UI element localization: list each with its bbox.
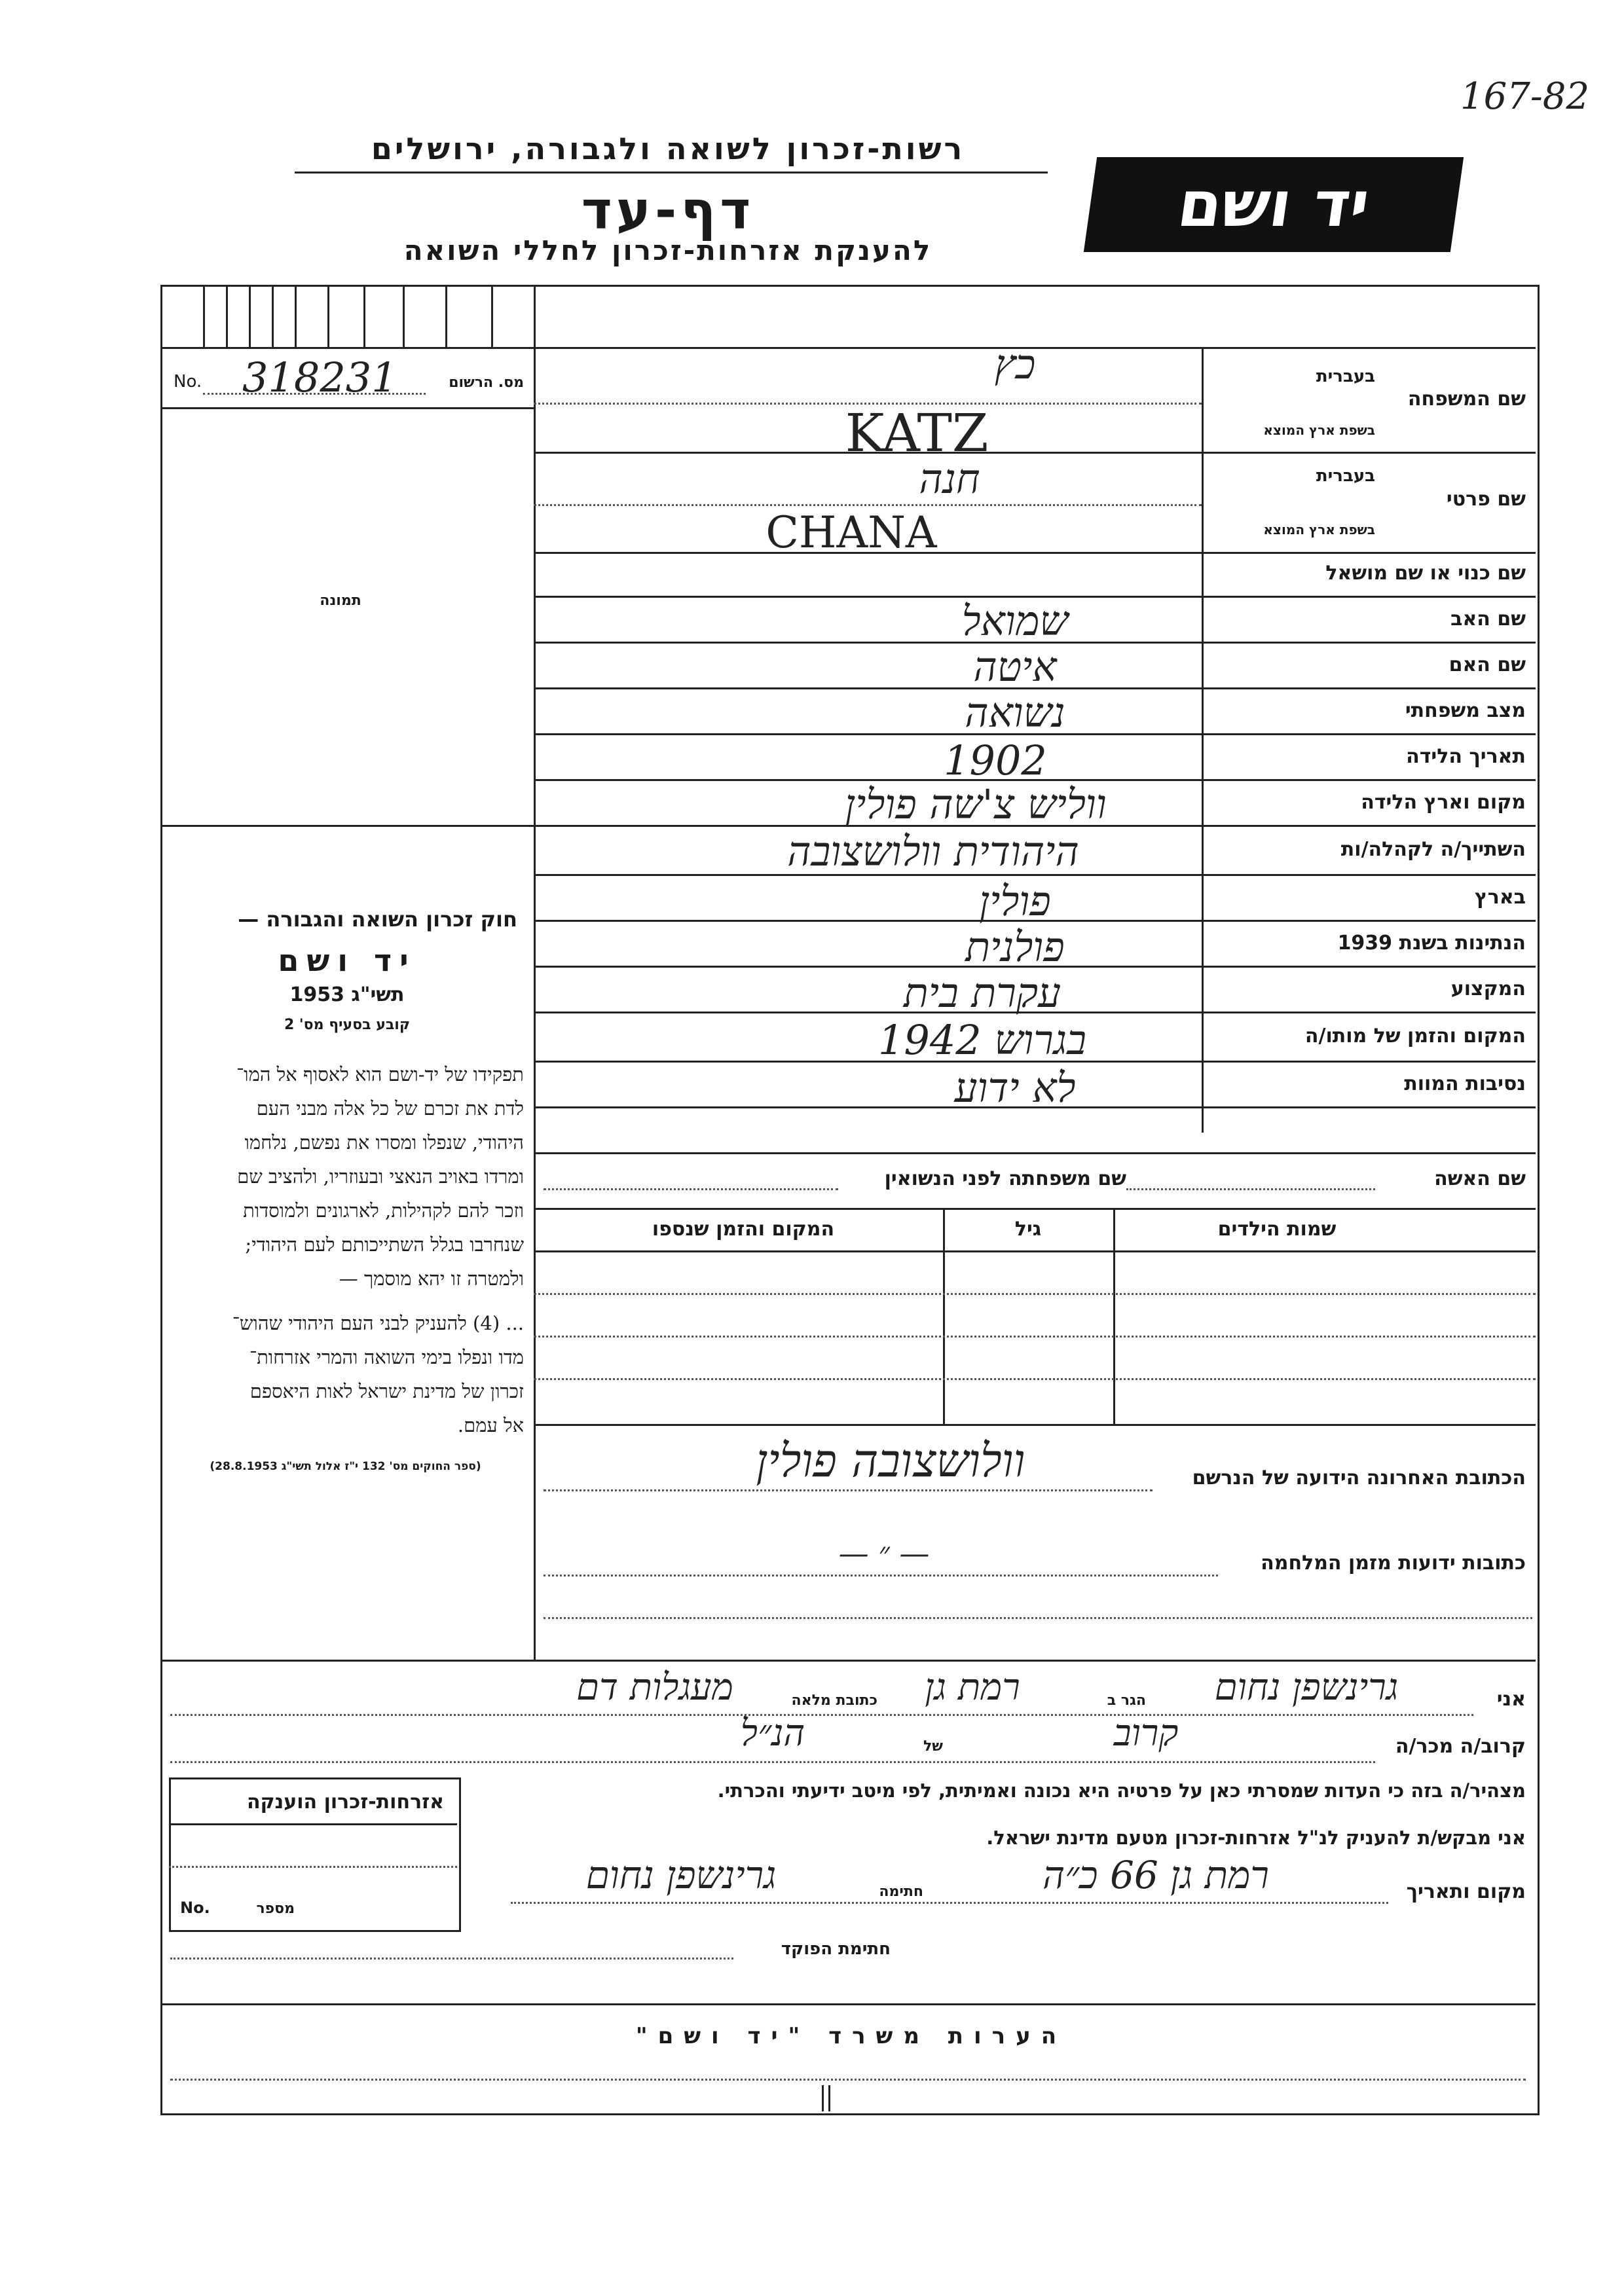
- mother-value: איטה: [973, 643, 1057, 691]
- left-column-divider: [534, 285, 536, 1660]
- top-strip-line: [160, 347, 1536, 349]
- declaration-text: מצהיר/ה בזה כי העדות שמסרתי כאן על פרטיה היא נכונה ואמיתית, לפי מיטב ידיעתי והכרתי.: [717, 1779, 1526, 1802]
- marital-status-label: מצב משפחתי: [1405, 699, 1526, 722]
- surname-origin-label: בשפת ארץ המוצא: [1263, 422, 1375, 438]
- citizenship-box-number-label: מספר: [256, 1901, 295, 1917]
- relation-of-value: הנ״ל: [740, 1712, 805, 1755]
- form-subtitle: להענקת אזרחות-זכרון לחללי השואה: [403, 234, 932, 266]
- citizenship-1939-label: הנתינות בשנת 1939: [1337, 932, 1526, 955]
- surname-hebrew-value: כץ: [994, 340, 1036, 388]
- office-notes-line: [160, 2003, 1536, 2005]
- surname-label: שם המשפחה: [1407, 388, 1526, 410]
- death-cause-label: נסיבות המוות: [1404, 1072, 1526, 1095]
- law-line: שנחרבו בגלל השתייכותם לעם היהודי;: [245, 1233, 524, 1256]
- registration-no-label: No.: [174, 372, 202, 392]
- birthdate-value: 1902: [944, 737, 1047, 784]
- firstname-hebrew-value: חנה: [919, 455, 980, 503]
- birthplace-label: מקום וארץ הלידה: [1361, 791, 1526, 814]
- request-text: אני מבקש/ת להעניק לנ"ל אזרחות-זכרון מטעם מדינת ישראל.: [986, 1827, 1526, 1849]
- firstname-origin-label: בשפת ארץ המוצא: [1263, 522, 1375, 538]
- last-address-value: וולושצובה פולין: [756, 1434, 1025, 1487]
- community-label: השתייך/ה לקהלה/ות: [1340, 838, 1526, 861]
- law-name: יד ושם: [278, 943, 416, 978]
- firstname-hebrew-label: בעברית: [1316, 466, 1375, 486]
- declarant-city-value: רמת גן: [925, 1666, 1020, 1709]
- relation-label: קרוב/ה מכר/ה: [1395, 1735, 1526, 1758]
- form-title: דף-עד: [581, 180, 755, 241]
- authority-underline: [295, 172, 1048, 173]
- surname-hebrew-label: בעברית: [1316, 367, 1375, 386]
- relation-of-label: של: [923, 1738, 943, 1755]
- citizenship-box-title: אזרחות-זכרון הוענקה: [246, 1791, 444, 1813]
- signature-label: חתימה: [879, 1884, 923, 1900]
- photo-label: תמונה: [320, 592, 361, 609]
- signature-value: גרינשפן נחום: [585, 1853, 777, 1897]
- mother-label: שם האם: [1449, 653, 1526, 676]
- declarant-name-value: גרינשפן נחום: [1214, 1666, 1399, 1709]
- declarant-i-label: אני: [1496, 1688, 1526, 1711]
- wartime-addresses-label: כתובות ידועות מזמן המלחמה: [1261, 1552, 1526, 1575]
- law-line-2: אל עמם.: [457, 1414, 524, 1436]
- law-line: וזכר להם לקהילות, לארגונים ולמוסדות: [243, 1199, 524, 1222]
- law-citation: (ספר החוקים מס' 132 י"ז אלול תשי"ג 28.8.1953): [210, 1460, 481, 1473]
- community-value: היהודית וולושצובה: [787, 828, 1079, 875]
- wife-label: שם האשה: [1434, 1167, 1526, 1190]
- country-label: בארץ: [1474, 886, 1526, 909]
- death-place-time-label: המקום והזמן של מותו/ה: [1304, 1025, 1526, 1048]
- last-address-label: הכתובת האחרונה הידועה של הנרשם: [1192, 1467, 1526, 1489]
- place-date-label: מקום ותאריך: [1406, 1880, 1526, 1903]
- maiden-name-label: שם משפחתה לפני הנשואין: [884, 1167, 1126, 1190]
- declarant-address-label: כתובת מלאה: [791, 1692, 877, 1709]
- registration-label: מס. הרשום: [449, 374, 524, 391]
- death-cause-value: לא ידוע: [954, 1064, 1076, 1112]
- children-names-header: שמות הילדים: [1217, 1218, 1337, 1241]
- photo-bottom-line: [160, 825, 534, 827]
- law-line: היהודי, שנפלו ומסרו את נפשם, נלחמו: [244, 1131, 524, 1154]
- firstname-label: שם פרטי: [1446, 488, 1526, 511]
- citizenship-1939-value: פולנית: [965, 923, 1065, 971]
- law-line: ומרדו באויב הנאצי ובעוזריו, ולהציב שם: [237, 1165, 524, 1188]
- death-place-time-value: בגרוש 1942: [877, 1016, 1087, 1064]
- children-place-time-header: המקום והזמן שנספו: [652, 1218, 835, 1241]
- profession-label: המקצוע: [1450, 977, 1526, 1000]
- law-line-2: מדו ונפלו בימי השואה והמרי אזרחות־: [249, 1346, 524, 1368]
- yad-vashem-logo: יד ושם: [1084, 157, 1464, 252]
- place-date-value: רמת גן 66 כ״ה: [1043, 1853, 1269, 1897]
- relation-value: קרוב: [1113, 1712, 1179, 1755]
- surname-latin-value: KATZ: [845, 403, 989, 464]
- children-age-header: גיל: [1014, 1218, 1042, 1241]
- citizenship-box-no-label: No.: [180, 1899, 210, 1917]
- officer-signature-label: חתימת הפוקד: [781, 1939, 891, 1959]
- profession-value: עקרת בית: [903, 969, 1061, 1017]
- country-value: פולין: [979, 877, 1051, 925]
- birthdate-label: תאריך הלידה: [1406, 745, 1526, 768]
- law-line-2: זכרון של מדינת ישראל לאות היאספם: [249, 1380, 524, 1402]
- corner-note: 167-82: [1460, 75, 1590, 118]
- law-year: תשי"ג 1953: [289, 983, 405, 1006]
- firstname-latin-value: CHANA: [766, 507, 937, 558]
- wartime-addresses-value: — ״ —: [838, 1535, 930, 1571]
- marital-status-value: נשואה: [965, 689, 1065, 737]
- father-value: שמואל: [961, 597, 1069, 645]
- law-line-2: ... (4) להעניק לבני העם היהודי שהוש־: [232, 1312, 524, 1334]
- law-line: תפקידו של יד-ושם הוא לאסוף אל המו־: [236, 1063, 524, 1085]
- father-label: שם האב: [1450, 608, 1526, 630]
- birthplace-value: ווליש צ'שה פולין: [845, 780, 1107, 828]
- declarant-section-line: [160, 1660, 1536, 1662]
- law-section: קובע בסעיף מס' 2: [284, 1017, 411, 1033]
- registration-number: 318231: [242, 354, 397, 401]
- declarant-address-value: מעגלות דם: [576, 1666, 733, 1709]
- authority-heading: רשות-זכרון לשואה ולגבורה, ירושלים: [371, 131, 965, 166]
- label-column-divider: [1202, 347, 1204, 1133]
- declarant-resides-label: הגר ב: [1107, 1692, 1146, 1709]
- law-line: לדת את זכרם של כל אלה מבני העם: [256, 1097, 524, 1120]
- office-notes-heading: הערות משרד "יד ושם": [635, 2023, 1067, 2049]
- law-line: ולמטרה זו יהא מוסמך —: [339, 1267, 524, 1290]
- law-title: חוק זכרון השואה והגבורה —: [238, 907, 517, 932]
- nickname-label: שם כנוי או שם מושאל: [1325, 562, 1526, 585]
